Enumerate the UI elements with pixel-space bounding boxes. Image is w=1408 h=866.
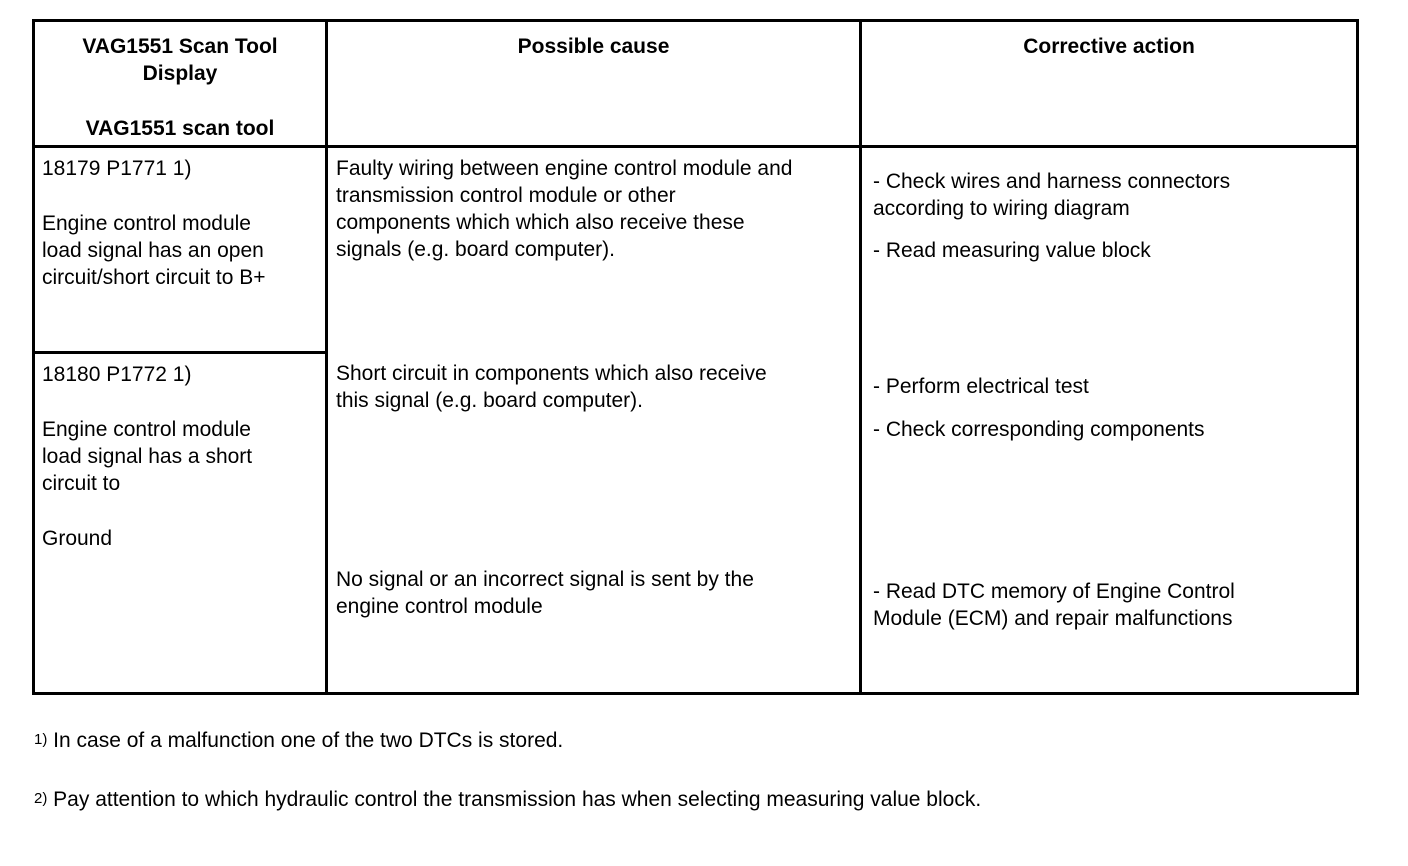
dtc-1-desc-line: Engine control module [42, 212, 251, 235]
action-line: - Read DTC memory of Engine Control [873, 580, 1235, 603]
action-line: according to wiring diagram [873, 197, 1130, 220]
footnote-1-marker: 1) [34, 731, 48, 748]
dtc-1-code: 18179 P1771 1) [42, 157, 192, 180]
header-scan-tool-line2: Display [142, 62, 218, 85]
dtc-2-cell [42, 361, 322, 552]
cause-line: transmission control module or other [336, 184, 676, 207]
dtc-2-code: 18180 P1772 1) [42, 363, 192, 386]
action-item [873, 168, 1353, 222]
action-group-3 [873, 578, 1353, 632]
dtc-1-desc-line: load signal has an open [42, 239, 264, 262]
footnote-2-text: Pay attention to which hydraulic control the transmission has when selecting measuring value block. [47, 788, 982, 811]
cause-line: signals (e.g. board computer). [336, 238, 615, 261]
action-line: - Check wires and harness connectors [873, 170, 1231, 193]
action-item [873, 373, 1353, 400]
column-divider-2 [859, 22, 862, 692]
cause-line: components which which also receive these [336, 211, 745, 234]
cause-3 [336, 566, 858, 620]
header-corrective-action-text: Corrective action [1023, 35, 1195, 58]
footnote-1-text: In case of a malfunction one of the two DTCs is stored. [47, 729, 564, 752]
action-line: Module (ECM) and repair malfunctions [873, 607, 1233, 630]
action-item [873, 578, 1353, 632]
header-corrective-action [862, 33, 1356, 60]
cause-line: No signal or an incorrect signal is sent by the [336, 568, 754, 591]
header-scan-tool-display [35, 33, 325, 142]
header-scan-tool-sub: VAG1551 scan tool [85, 117, 275, 140]
dtc-1-description [42, 210, 322, 291]
cause-1 [336, 155, 858, 263]
cause-line: Faulty wiring between engine control module and [336, 157, 793, 180]
action-line: - Perform electrical test [873, 375, 1089, 398]
action-line: - Check corresponding components [873, 418, 1205, 441]
dtc-2-desc-line: circuit to [42, 472, 121, 495]
footnote-2-marker: 2) [34, 790, 48, 807]
cause-line: this signal (e.g. board computer). [336, 389, 643, 412]
footnote-2 [34, 786, 981, 813]
action-group-1 [873, 168, 1353, 264]
header-possible-cause-text: Possible cause [517, 35, 670, 58]
dtc-1-cell [42, 155, 322, 291]
action-group-2 [873, 373, 1353, 443]
action-line: - Read measuring value block [873, 239, 1151, 262]
header-divider [35, 145, 1356, 148]
dtc-2-extra: Ground [42, 527, 113, 550]
action-item [873, 416, 1353, 443]
cause-line: engine control module [336, 595, 543, 618]
action-item [873, 237, 1353, 264]
dtc-table [32, 19, 1359, 695]
dtc-2-desc-line: load signal has a short [42, 445, 253, 468]
footnote-1 [34, 727, 563, 754]
column-divider-1 [325, 22, 328, 692]
dtc-2-desc-line: Engine control module [42, 418, 251, 441]
header-scan-tool-line1: VAG1551 Scan Tool [82, 35, 278, 58]
row-divider-col1 [35, 351, 325, 354]
header-possible-cause [328, 33, 859, 60]
dtc-1-desc-line: circuit/short circuit to B+ [42, 266, 266, 289]
cause-line: Short circuit in components which also receive [336, 362, 767, 385]
dtc-2-description [42, 416, 322, 497]
cause-2 [336, 360, 858, 414]
